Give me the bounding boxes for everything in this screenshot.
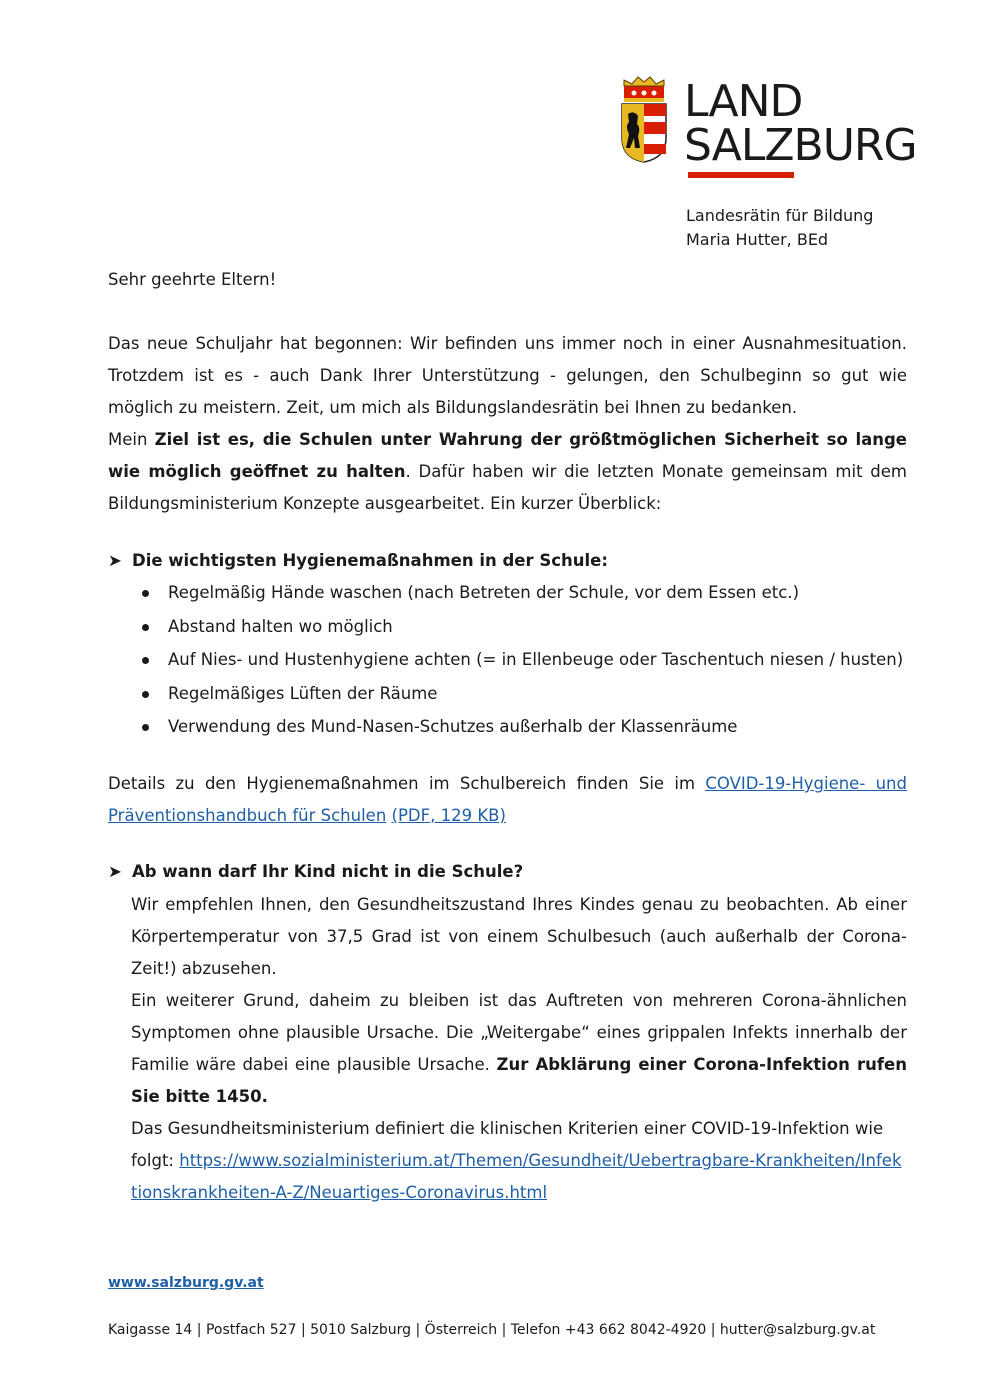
- sender-block: [686, 204, 873, 252]
- list-item: Auf Nies- und Hustenhygiene achten (= in Ellenbeuge oder Taschentuch niesen / husten): [140, 644, 903, 678]
- pdf-size-link[interactable]: (PDF, 129 KB): [391, 806, 506, 825]
- child-paragraph-1: Wir empfehlen Ihnen, den Gesundheitszustand Ihres Kindes genau zu beobachten. Ab einer Körpertemperatur von 37,5 Grad ist von einem Schulbesuch (auch außerhalb der Corona-Zeit!) abzusehen.: [131, 895, 907, 978]
- sozialministerium-link[interactable]: https://www.sozialministerium.at/Themen/Gesundheit/Uebertragbare-Krankheiten/Infektionskrankheiten-A-Z/Neuartiges-Coronavirus.html: [131, 1151, 902, 1202]
- logo-wordmark: [684, 76, 917, 171]
- intro-p2-pre: Mein: [108, 430, 155, 449]
- list-item: Verwendung des Mund-Nasen-Schutzes außerhalb der Klassenräume: [140, 711, 903, 745]
- intro-paragraph-2: [108, 424, 907, 520]
- details-pre: Details zu den Hygienemaßnahmen im Schulbereich finden Sie im: [108, 774, 706, 793]
- section-child-title: Ab wann darf Ihr Kind nicht in die Schule?: [132, 862, 524, 881]
- footer-address: Kaigasse 14 | Postfach 527 | 5010 Salzburg | Österreich | Telefon +43 662 8042-4920 | hutter@salzburg.gv.at: [108, 1322, 876, 1338]
- list-item: Abstand halten wo möglich: [140, 611, 903, 645]
- sender-name: Maria Hutter, BEd: [686, 230, 829, 249]
- section-hygiene-heading: [108, 545, 608, 577]
- section-child-heading: [108, 856, 523, 888]
- child-section-text: [131, 889, 907, 1209]
- intro-paragraph-1: Das neue Schuljahr hat begonnen: Wir befinden uns immer noch in einer Ausnahmesituation. Trotzdem ist es - auch Dank Ihrer Unterstützung - gelungen, den Schulbeginn so gut wie möglich zu meistern. Zeit, um mich als Bildungslandesrätin bei Ihnen zu bedanken.: [108, 334, 907, 417]
- child-paragraph-3: [131, 1113, 907, 1209]
- land-salzburg-logo: [620, 76, 917, 186]
- child-paragraph-2: [131, 985, 907, 1113]
- hygiene-details-text: [108, 768, 907, 832]
- salzburg-coat-of-arms-icon: [620, 76, 668, 164]
- logo-text-salzburg: SALZBURG: [684, 120, 917, 171]
- logo-text-land: LAND: [684, 76, 803, 127]
- logo-red-bar: [688, 172, 794, 178]
- child-p2-bold: Zur Abklärung einer Corona-Infektion rufen Sie bitte 1450.: [131, 1055, 907, 1106]
- intro-text: [108, 328, 907, 520]
- hygiene-bullet-list: [140, 577, 903, 745]
- intro-p2-post: . Dafür haben wir die letzten Monate gemeinsam mit dem Bildungsministerium Konzepte ausgearbeitet. Ein kurzer Überblick:: [108, 462, 907, 513]
- hygiene-handbook-link[interactable]: COVID-19-Hygiene- und Präventionshandbuch für Schulen: [108, 774, 907, 825]
- list-item: Regelmäßig Hände waschen (nach Betreten der Schule, vor dem Essen etc.): [140, 577, 903, 611]
- sender-title: Landesrätin für Bildung: [686, 206, 874, 225]
- intro-p2-bold: Ziel ist es, die Schulen unter Wahrung der größtmöglichen Sicherheit so lange wie möglich geöffnet zu halten: [108, 430, 907, 481]
- arrow-bullet-icon: ➤: [108, 862, 122, 881]
- list-item: Regelmäßiges Lüften der Räume: [140, 678, 903, 712]
- salutation: Sehr geehrte Eltern!: [108, 270, 277, 289]
- child-p2-pre: Ein weiterer Grund, daheim zu bleiben ist das Auftreten von mehreren Corona-ähnlichen Symptomen ohne plausible Ursache. Die „Weitergabe“ eines grippalen Infekts innerhalb der Familie wäre dabei eine plausible Ursache.: [131, 991, 907, 1074]
- arrow-bullet-icon: ➤: [108, 551, 122, 570]
- child-p3-pre: Das Gesundheitsministerium definiert die klinischen Kriterien einer COVID-19-Infektion wie folgt:: [131, 1119, 884, 1170]
- section-hygiene-title: Die wichtigsten Hygienemaßnahmen in der Schule:: [132, 551, 608, 570]
- footer-website-link[interactable]: www.salzburg.gv.at: [108, 1275, 264, 1291]
